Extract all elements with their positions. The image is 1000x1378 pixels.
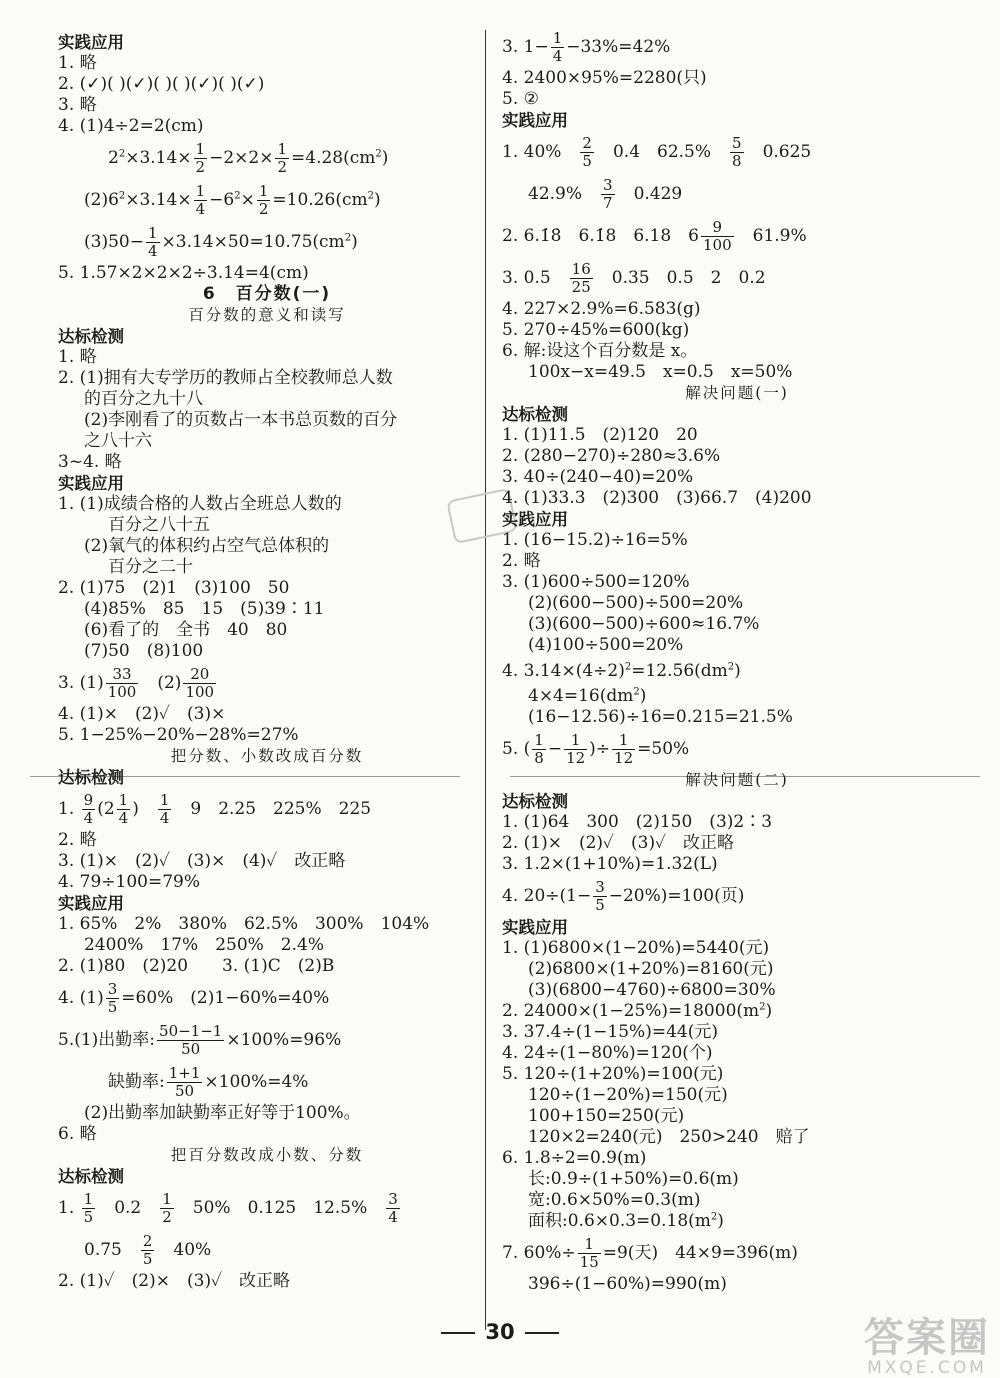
right-column bbox=[502, 29, 972, 1295]
answer-line: 之八十六 bbox=[84, 431, 152, 451]
subsection-title: 百分数的意义和读写 bbox=[188, 306, 346, 324]
fraction: $\frac{1}{15}$ bbox=[579, 1235, 599, 1271]
answer-line: 2. (1)✓ (2)× (3)✓ 改正略 bbox=[58, 1271, 291, 1291]
answer-line: 5. ② bbox=[502, 89, 539, 109]
answer-line: (2)出勤率加缺勤率正好等于100%。 bbox=[84, 1103, 361, 1123]
fraction: $\frac{1}{4}$ bbox=[147, 224, 158, 260]
fraction: $\frac{2}{5}$ bbox=[582, 134, 592, 170]
answer-line: 宽:0.6×50%=0.3(m) bbox=[528, 1190, 701, 1210]
column-divider bbox=[485, 30, 486, 1330]
answer-line: 3. 40÷(240−40)=20% bbox=[502, 467, 694, 487]
answer-line: 5. 270÷45%=600(kg) bbox=[502, 320, 690, 340]
fraction: $\frac{3}{7}$ bbox=[603, 176, 613, 212]
answer-line: 2. 6.1̇8̇ 6.1̇8 6.18 6 $\frac{9}{100}$ 61.9% bbox=[502, 218, 807, 254]
answer-line: 42.9% $\frac{3}{7}$ 0.429 bbox=[528, 176, 683, 212]
watermark-url: MXQE.COM bbox=[867, 1358, 987, 1378]
subsection-title: 把百分数改成小数、分数 bbox=[170, 1146, 364, 1164]
answer-line: (2)(600−500)÷500=20% bbox=[528, 593, 744, 613]
fraction: $\frac{1}{5}$ bbox=[83, 1190, 94, 1226]
answer-line: 2. (1)80 (2)20 3. (1)C (2)B bbox=[58, 956, 335, 976]
section-heading: 实践应用 bbox=[502, 510, 568, 529]
answer-line: 1. 略 bbox=[58, 347, 97, 367]
footer-dash-left bbox=[441, 1332, 475, 1334]
answer-line: 4. 2400×95%=2280(只) bbox=[502, 68, 707, 88]
fraction: $\frac{1}{2}$ bbox=[258, 182, 269, 218]
fraction: $\frac{1+1}{50}$ bbox=[168, 1064, 201, 1100]
answer-line: (3)(6800−4760)÷6800=30% bbox=[528, 980, 776, 1000]
answer-line: 3. 1− $\frac{1}{4}$ −33%=42% bbox=[502, 29, 671, 65]
answer-line: (3)(600−500)÷600≈16.7% bbox=[528, 614, 760, 634]
section-heading: 达标检测 bbox=[58, 327, 124, 346]
answer-line: 1. $\frac{9}{4}$ (2 $\frac{1}{4}$ ) $\frac{1}{4}$ 9 2.25 225% 225 bbox=[58, 791, 372, 827]
answer-line: 1. (1)6800×(1−20%)=5440(元) bbox=[502, 938, 770, 958]
page-footer bbox=[0, 1320, 1000, 1344]
answer-line: (7)50 (8)100 bbox=[84, 641, 204, 661]
answer-line: 4. 79÷100=79% bbox=[58, 872, 200, 892]
section-heading: 达标检测 bbox=[502, 792, 568, 811]
watermark-logo-text: 答案圈 bbox=[864, 1315, 990, 1361]
answer-line: 3. (1)600÷500=120% bbox=[502, 572, 690, 592]
answer-line: 3. 37.4÷(1−15%)=44(元) bbox=[502, 1022, 718, 1042]
answer-line: 4. 20÷(1− $\frac{3}{5}$ −20%)=100(页) bbox=[502, 878, 745, 914]
page-number: 30 bbox=[485, 1320, 515, 1344]
answer-line: 1. 40% $\frac{2}{5}$ 0.4 62.5% $\frac{5}{8}$ 0.625 bbox=[502, 134, 812, 170]
answer-line: (4)100÷500=20% bbox=[528, 635, 684, 655]
answer-line: (4)85% 85 15 (5)39∶11 bbox=[84, 599, 325, 619]
subsection-title: 把分数、小数改成百分数 bbox=[170, 747, 364, 765]
answer-line: 6. 略 bbox=[58, 1124, 97, 1144]
answer-line: 5. 120÷(1+20%)=100(元) bbox=[502, 1064, 724, 1084]
section-heading: 达标检测 bbox=[58, 768, 124, 787]
fraction: $\frac{9}{100}$ bbox=[703, 218, 732, 254]
chapter-title: 6 百分数(一) bbox=[202, 284, 332, 304]
answer-line: 2. (1)× (2)✓ (3)✓ 改正略 bbox=[502, 833, 735, 853]
fraction: $\frac{3}{5}$ bbox=[595, 878, 605, 914]
answer-line: 1. (16−15.2)÷16=5% bbox=[502, 530, 688, 550]
section-heading: 实践应用 bbox=[58, 474, 124, 493]
answer-line: 7. 60%÷ $\frac{1}{15}$ =9(天) 44×9=396(m) bbox=[502, 1235, 798, 1271]
subsection-title: 解决问题(二) bbox=[685, 771, 789, 789]
answer-line: (16−12.56)÷16=0.215=21.5% bbox=[528, 707, 793, 727]
fraction: $\frac{2}{5}$ bbox=[142, 1232, 153, 1268]
fraction: $\frac{3}{4}$ bbox=[388, 1190, 398, 1226]
answer-line: 5. ( $\frac{1}{8}$ − $\frac{1}{12}$ )÷ $\frac{1}{12}$ =50% bbox=[502, 731, 690, 767]
answer-line: 5. 1−25%−20%−28%=27% bbox=[58, 725, 299, 745]
answer-line: 缺勤率: $\frac{1+1}{50}$ ×100%=4% bbox=[108, 1064, 309, 1100]
fraction: $\frac{33}{100}$ bbox=[107, 665, 137, 701]
fraction: $\frac{3}{5}$ bbox=[107, 980, 118, 1016]
section-heading: 实践应用 bbox=[502, 918, 568, 937]
answer-line: 4. 227×2.9%=6.583(g) bbox=[502, 299, 701, 319]
answer-line: 1. 略 bbox=[58, 53, 97, 73]
answer-line: 6. 1.8÷2=0.9(m) bbox=[502, 1148, 647, 1168]
answer-line: 4. (1)× (2)✓ (3)× bbox=[58, 704, 226, 724]
fraction: $\frac{50-1-1}{50}$ bbox=[159, 1022, 223, 1058]
answer-line: 长:0.9÷(1+50%)=0.6(m) bbox=[528, 1169, 739, 1189]
answer-line: 4. (1)33.3 (2)300 (3)66.7 (4)200 bbox=[502, 488, 812, 508]
answer-line: $(2)6^2\times 3.14\times$ $\frac{1}{4}$ $-6^2\times$ $\frac{1}{2}$ $=10.26(cm^2)$ bbox=[84, 182, 381, 218]
watermark bbox=[864, 1315, 990, 1378]
fraction: $\frac{1}{4}$ bbox=[195, 182, 206, 218]
answer-line: 1. $\frac{1}{5}$ 0.2 $\frac{1}{2}$ 50% 0.125 12.5% $\frac{3}{4}$ bbox=[58, 1190, 398, 1226]
answer-line: 4. $3.14\times(4\div 2)^2=12.56(dm^2)$ bbox=[502, 661, 741, 681]
section-heading: 实践应用 bbox=[58, 894, 124, 913]
fraction: $\frac{1}{4}$ bbox=[159, 791, 170, 827]
section-heading: 达标检测 bbox=[502, 405, 568, 424]
answer-line: 2. (280−270)÷280≈3.6% bbox=[502, 446, 721, 466]
answer-line: (2)6800×(1+20%)=8160(元) bbox=[528, 959, 774, 979]
answer-line: 2. 略 bbox=[502, 551, 541, 571]
answer-line: 5.(1)出勤率: $\frac{50-1-1}{50}$ ×100%=96% bbox=[58, 1022, 342, 1058]
answer-line: 2. (✓)( )(✓)( )( )(✓)( )(✓) bbox=[58, 74, 265, 94]
answer-line: 1. (1)成绩合格的人数占全班总人数的 bbox=[58, 494, 342, 514]
answer-line: 2400% 17% 250% 2.4% bbox=[84, 935, 324, 955]
footer-dash-right bbox=[525, 1332, 559, 1334]
answer-line: 4. (1) $\frac{3}{5}$ =60% (2)1−60%=40% bbox=[58, 980, 330, 1016]
answer-line: 2. $24000\times(1-25\%)=18000(m^2)$ bbox=[502, 1001, 773, 1021]
answer-line: 100+150=250(元) bbox=[528, 1106, 685, 1126]
fraction: $\frac{1}{4}$ bbox=[118, 791, 129, 827]
fraction: $\frac{1}{12}$ bbox=[566, 731, 586, 767]
answer-line: 120÷(1−20%)=150(元) bbox=[528, 1085, 728, 1105]
answer-line: 0.75 $\frac{2}{5}$ 40% bbox=[84, 1232, 212, 1268]
answer-line: 1. 65% 2% 380% 62.5% 300% 104% bbox=[58, 914, 430, 934]
section-heading: 实践应用 bbox=[502, 111, 568, 130]
subsection-title: 解决问题(一) bbox=[685, 384, 789, 402]
fraction: $\frac{1}{2}$ bbox=[162, 1190, 172, 1226]
answer-line: 1. (1)11.5 (2)120 20 bbox=[502, 425, 698, 445]
fraction: $\frac{1}{12}$ bbox=[614, 731, 634, 767]
fraction: $\frac{1}{2}$ bbox=[195, 140, 206, 176]
answer-line: (2)氧气的体积约占空气总体积的 bbox=[84, 536, 330, 556]
answer-line: 396÷(1−60%)=990(m) bbox=[528, 1274, 727, 1294]
answer-line: $2^2\times 3.14\times$ $\frac{1}{2}$ −2×2× $\frac{1}{2}$ $=4.28(cm^2)$ bbox=[108, 140, 389, 176]
answer-line: 5. 1.57×2×2×2÷3.14=4(cm) bbox=[58, 263, 309, 283]
left-column bbox=[58, 32, 476, 1292]
fraction: $\frac{16}{25}$ bbox=[571, 260, 591, 296]
answer-line: 3. 0.5 $\frac{16}{25}$ 0.35 0.5 2 0.2 bbox=[502, 260, 766, 296]
answer-line: 的百分之九十八 bbox=[84, 389, 203, 409]
section-heading: 实践应用 bbox=[58, 33, 124, 52]
answer-line: 4. (1)4÷2=2(cm) bbox=[58, 116, 204, 136]
answer-line: 1. (1)64 300 (2)150 (3)2∶3 bbox=[502, 812, 773, 832]
answer-line: 2. (1)拥有大专学历的教师占全校教师总人数 bbox=[58, 368, 393, 388]
fraction: $\frac{1}{8}$ bbox=[534, 731, 544, 767]
fraction: $\frac{5}{8}$ bbox=[732, 134, 742, 170]
fraction: $\frac{20}{100}$ bbox=[185, 665, 215, 701]
answer-line: 3~4. 略 bbox=[58, 452, 122, 472]
answer-line: 4. 24÷(1−80%)=120(个) bbox=[502, 1043, 713, 1063]
fraction: $\frac{1}{4}$ bbox=[552, 29, 563, 65]
answer-line: 百分之八十五 bbox=[108, 515, 210, 535]
answer-line: 面积$:0.6\times 0.3=0.18(m^2)$ bbox=[528, 1211, 724, 1231]
answer-line: 3. (1)× (2)✓ (3)× (4)✓ 改正略 bbox=[58, 851, 346, 871]
answer-line: 6. 解:设这个百分数是 x。 bbox=[502, 341, 698, 361]
answer-line: 3. 略 bbox=[58, 95, 97, 115]
fraction: $\frac{1}{2}$ bbox=[277, 140, 288, 176]
answer-line: 2. (1)75 (2)1 (3)100 50 bbox=[58, 578, 290, 598]
answer-line: (2)李刚看了的页数占一本书总页数的百分 bbox=[84, 410, 398, 430]
answer-line: 3. 1.2×(1+10%)=1.32(L) bbox=[502, 854, 718, 874]
answer-line: $4\times 4=16(dm^2)$ bbox=[528, 686, 647, 706]
answer-line: 120×2=240(元) 250>240 赔了 bbox=[528, 1127, 810, 1147]
answer-line: 百分之二十 bbox=[108, 557, 193, 577]
answer-line: 3. (1) $\frac{33}{100}$ (2) $\frac{20}{100}$ bbox=[58, 665, 215, 701]
section-heading: 达标检测 bbox=[58, 1167, 124, 1186]
answer-line: 2. 略 bbox=[58, 830, 97, 850]
answer-line: (3)50− $\frac{1}{4}$ $\times 3.14\times 50=10.75(cm^2)$ bbox=[84, 224, 358, 260]
answer-line: (6)看了的 全书 40 80 bbox=[84, 620, 288, 640]
fraction: $\frac{9}{4}$ bbox=[83, 791, 94, 827]
answer-line: 100x−x=49.5 x=0.5 x=50% bbox=[528, 362, 793, 382]
